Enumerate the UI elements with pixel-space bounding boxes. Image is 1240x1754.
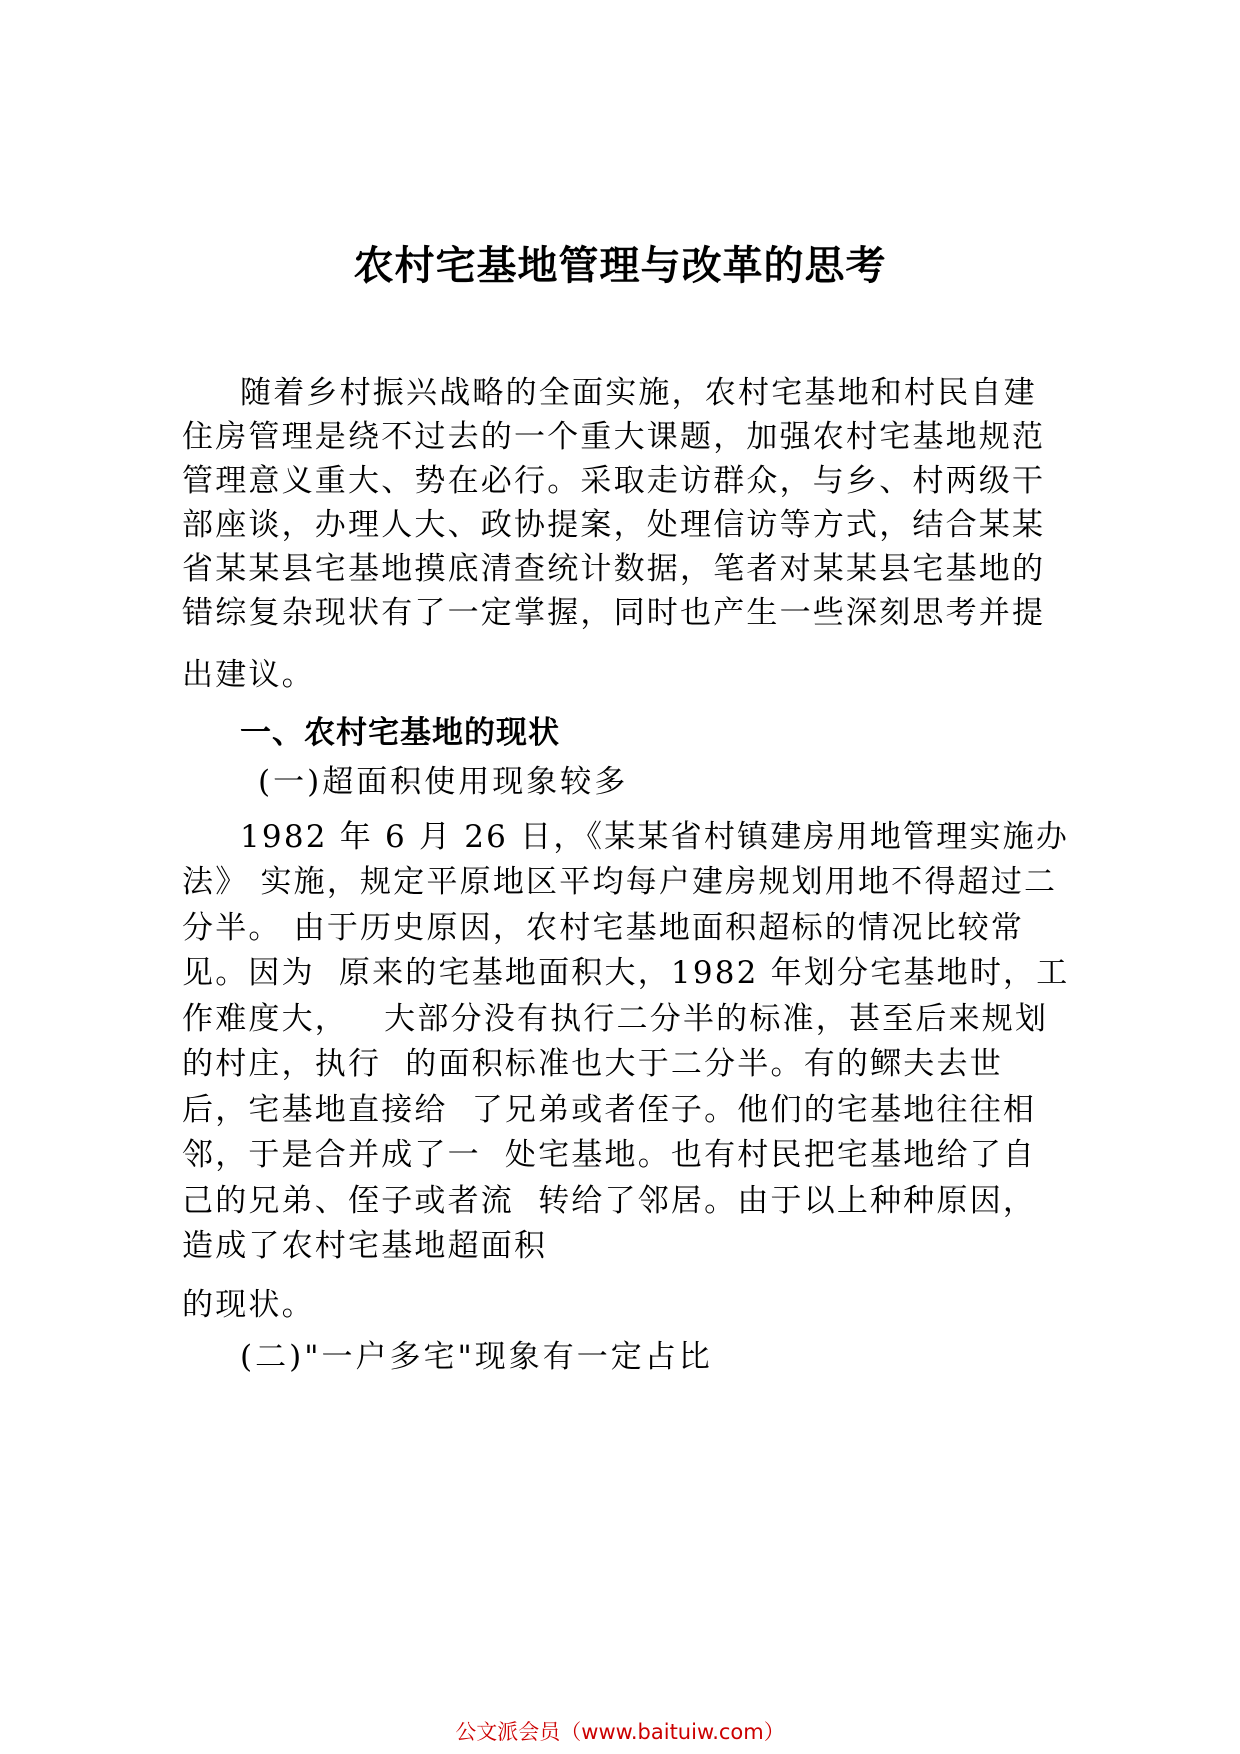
body-line-3: 分半。 由于历史原因，农村宅基地面积超标的情况比较常: [182, 910, 1025, 946]
intro-line-4: 部座谈，办理人大、政协提案，处理信访等方式，结合某某: [182, 507, 1046, 543]
intro-line-2: 住房管理是绕不过去的一个重大课题，加强农村宅基地规范: [182, 419, 1046, 455]
body-line-10: 造成了农村宅基地超面积: [182, 1228, 548, 1264]
body-line-8: 邻，于是合并成了一 处宅基地。也有村民把宅基地给了自: [182, 1137, 1037, 1173]
body-line-7: 后，宅基地直接给 了兄弟或者侄子。他们的宅基地往往相: [182, 1092, 1037, 1128]
intro-line-5: 省某某县宅基地摸底清查统计数据，笔者对某某县宅基地的: [182, 551, 1046, 587]
body-line-6: 的村庄，执行 的面积标准也大于二分半。有的鳏夫去世: [182, 1046, 1003, 1082]
intro-line-7: 出建议。: [182, 657, 315, 693]
body-line-5: 作难度大， 大部分没有执行二分半的标准，甚至后来规划: [182, 1001, 1049, 1037]
footer-watermark: 公文派会员（www.baituiw.com）: [455, 1720, 785, 1744]
intro-line-3: 管理意义重大、势在必行。采取走访群众，与乡、村两级干: [182, 463, 1046, 499]
document-title: 农村宅基地管理与改革的思考: [353, 243, 887, 289]
subsection-heading-1: (一)超面积使用现象较多: [258, 764, 629, 800]
section-heading-1: 一、农村宅基地的现状: [240, 715, 560, 751]
intro-line-6: 错综复杂现状有了一定掌握，同时也产生一些深刻思考并提: [182, 595, 1046, 631]
intro-line-1: 随着乡村振兴战略的全面实施，农村宅基地和村民自建: [240, 375, 1037, 411]
body-line-4: 见。因为 原来的宅基地面积大，1982 年划分宅基地时，工: [182, 955, 1070, 991]
body-line-1: 1982 年 6 月 26 日，《某某省村镇建房用地管理实施办: [240, 819, 1070, 855]
subsection-heading-2: (二)"一户多宅"现象有一定占比: [240, 1339, 713, 1375]
body-line-11: 的现状。: [182, 1287, 315, 1323]
body-line-2: 法》 实施，规定平原地区平均每户建房规划用地不得超过二: [182, 864, 1058, 900]
body-line-9: 己的兄弟、侄子或者流 转给了邻居。由于以上种种原因，: [182, 1183, 1037, 1219]
